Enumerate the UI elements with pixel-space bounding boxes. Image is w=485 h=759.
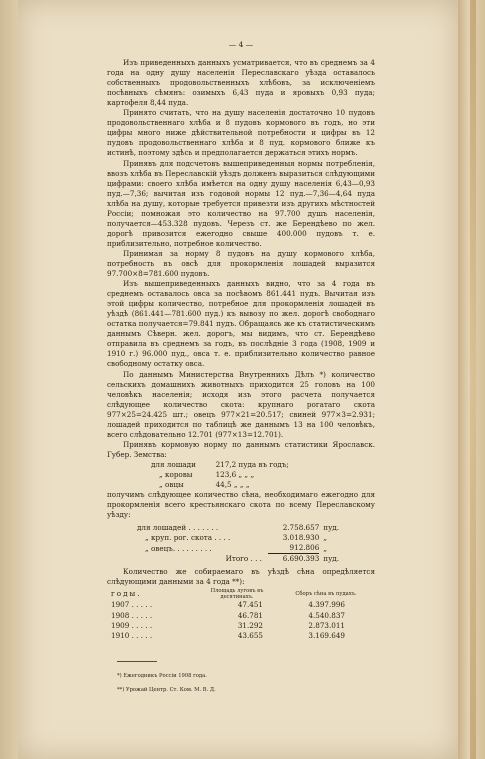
table-row [137,533,347,543]
total-value: 6.690.393 [282,554,320,564]
table-row [107,600,375,610]
table-row [151,470,321,480]
hay-need-value: 912.806 [268,543,319,554]
page-left-edge [0,0,18,759]
total-label: Итого . . . [225,554,262,564]
norm-value: 123,6 „ „ „ [215,469,255,479]
paragraph: Количество же собираемаго въ уѣздѣ сѣна опредѣляется слѣдующими данными за 4 года **): [107,567,375,587]
table-row [151,480,321,490]
hay-need-label: для лошадей . . . . . . . [137,523,219,533]
hay-need-label: „ овецъ. . . . . . . . . [145,543,212,553]
text-column [107,40,375,700]
column-header-hay: Сборъ сѣна въ пудахъ. [295,591,357,598]
footnote: *) Ежегодникъ Россіи 1908 года. [117,672,207,679]
table-row [137,543,347,554]
fodder-norms-table [151,460,321,490]
hay-cell: 4.540.837 [308,610,345,620]
hay-need-value: 2.758.657 [282,523,320,533]
paragraph: получимъ слѣдующее количество сѣна, необходимаго ежегодно для прокормленія всего крестьянскаго скота по всему Переславскому уѣзду: [107,490,375,520]
table-row [137,523,347,533]
year-cell: 1910 . . . . . [111,630,153,640]
hay-needs-table [137,523,347,564]
paragraph: Принято считать, что на душу населенія достаточно 10 пудовъ продовольственнаго хлѣба и 8 пудовъ кормового въ годъ, но эти цифры много ниже дѣйствительной потребности и цифры въ 12 пудовъ продовольственнаго хлѣба и 8 пуд. кормового ближе къ истинѣ, поэтому здѣсь и предполагается держаться этихъ нормъ. [107,108,375,158]
column-header-area: Площадь луговъ въ десятинахъ. [210,588,264,601]
paragraph: Принимая за норму 8 пудовъ на душу кормового хлѣба, потребность въ овсѣ для прокормленія лошадей выразится 97.700×8=781.600 пудовъ. [107,248,375,279]
table-row [137,554,347,565]
hay-collection-table [107,588,375,640]
paragraph: По даннымъ Министерства Внутреннихъ Дѣлъ *) количество сельскихъ домашнихъ животныхъ приходится 25 головъ на 100 человѣкъ населенія; исходя изъ этого расчета получается слѣдующее количество скота: крупнаго рогатаго скота 977×25=24.425 шт.; овецъ 977×21=20.517; свиней 977×3=2.931; лошадей приходится по таблицѣ же даннымъ 13 на 100 человѣкъ, всего слѣдовательно 12.701 (977×13=12.701). [107,369,375,439]
page-number: — 4 — [228,40,254,49]
hay-need-unit: „ [323,533,328,543]
footnote: **) Урожай Центр. Ст. Ком. М. В. Д. [117,686,216,693]
norm-value: 217,2 пуда въ годъ; [215,459,289,469]
hay-need-value: 3.018.930 [282,533,320,543]
paragraph: Принявъ для подсчетовъ вышеприведенныя нормы потребленія, ввозъ хлѣба въ Переславскій уѣздъ долженъ выразиться слѣдующими цифрами: своего хлѣба имѣется на одну душу населенія 6,43—0,93 пуд.—7,36; вычитая изъ годовой нормы 12 пуд.—7,36—4,64 пуда хлѣба на душу, которые требуется привезти изъ другихъ мѣстностей Россіи; помножая это количество на 97.700 душъ населенія, получается—453.328 пудовъ. Черезъ ст. же Берендѣево по жел. дорогѣ привозится ежегодно свыше 400.000 пудовъ т. е. приблизительно, потребное количество. [107,158,375,248]
norm-label: „ овцы [159,480,184,490]
year-cell: 1909 . . . . . [111,620,153,630]
paragraph: Принявъ кормовую норму по даннымъ статистики Ярославск. Губер. Земства: [107,439,375,459]
table-row [151,460,321,470]
paragraph: Изъ приведенныхъ данныхъ усматривается, что въ среднемъ за 4 года на одну душу населенія Переславскаго уѣзда оставалось собственныхъ продовольственныхъ хлѣбовъ, за исключеніемъ посѣвныхъ сѣмянъ: озимыхъ 6,43 пуда и яровыхъ 0,93 пуда; картофеля 8,44 пуда. [107,58,375,108]
hay-cell: 2.873.011 [308,620,345,630]
table-row [107,621,375,631]
area-cell: 46.781 [237,610,263,620]
hay-need-unit: „ [323,543,328,553]
column-header-year: годы. [111,589,142,599]
hay-need-unit: пуд. [323,523,340,533]
hay-need-label: „ круп. рог. скота . . . . [145,533,231,543]
paragraph: Изъ вышеприведенныхъ данныхъ видно, что за 4 года въ среднемъ оставалось овса за посѣвомъ 861.441 пудъ. Вычитая изъ этой цифры количество, потребное для прокормленія лошадей въ уѣздѣ (861.441—781.600 пуд.) къ вывозу по жел. дорогѣ свободнаго остатка получается=79.841 пудъ. Обращаясь же къ статистическимъ даннымъ Сѣверн. жел. дорогъ, мы видимъ, что ст. Берендѣево отправила въ среднемъ за годъ, въ послѣдніе 3 года (1908, 1909 и 1910 г.) 96.000 пуд., овса т. е. приблизительно количество равное свободному остатку овса. [107,279,375,369]
area-cell: 47.451 [237,600,263,610]
norm-value: 44,5 „ „ „ [215,480,250,490]
norm-label: „ коровы [159,469,193,479]
binding-strip [470,0,476,759]
table-row [107,631,375,641]
area-cell: 43.655 [237,630,263,640]
hay-cell: 4.397.996 [308,600,345,610]
norm-label: для лошади [151,459,196,469]
footnote-divider [117,661,157,662]
table-header-row [107,588,375,600]
total-unit: пуд. [323,554,340,564]
hay-cell: 3.169.649 [308,630,345,640]
area-cell: 31.292 [237,620,263,630]
table-row [107,611,375,621]
year-cell: 1908 . . . . . [111,610,153,620]
year-cell: 1907 . . . . . [111,600,153,610]
